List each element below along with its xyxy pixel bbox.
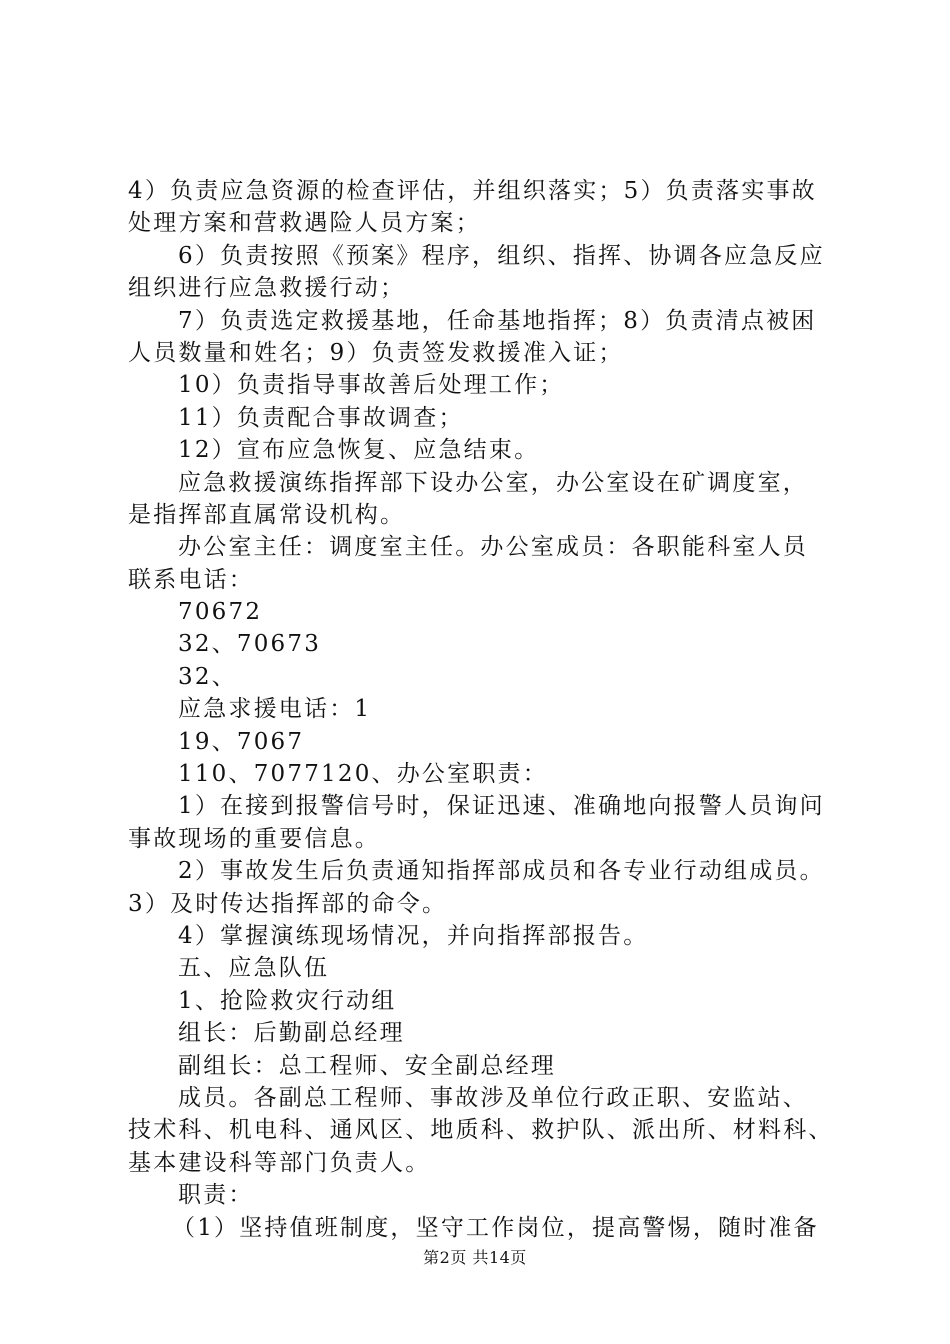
text-line: 处理方案和营救遇险人员方案； [128,210,481,237]
text-line: 11）负责配合事故调查； [178,404,464,431]
text-line: 19、7067 [178,728,305,755]
page-footer [0,1245,950,1268]
text-line: 应急救援演练指挥部下设办公室，办公室设在矿调度室， [178,469,808,496]
page-number: 第2页 共14页 [423,1248,527,1267]
section-heading: 五、应急队伍 [178,955,330,982]
text-line: 办公室主任：调度室主任。办公室成员：各职能科室人员 [178,534,808,561]
text-line: （1）坚持值班制度，坚守工作岗位，提高警惕，随时准备 [172,1214,819,1241]
text-line: 2）事故发生后负责通知指挥部成员和各专业行动组成员。 [178,858,825,885]
text-line: 基本建设科等部门负责人。 [128,1149,431,1176]
subsection-heading: 1、抢险救灾行动组 [178,987,397,1014]
text-line: 4）掌握演练现场情况，并向指挥部报告。 [178,922,649,949]
text-line: 事故现场的重要信息。 [128,825,380,852]
text-line: 32、 [178,663,237,690]
text-line: 应急求援电话：1 [178,696,372,723]
text-line: 技术科、机电科、通风区、地质科、救护队、派出所、材料科、 [128,1117,834,1144]
text-line: 是指挥部直属常设机构。 [128,501,406,528]
text-line: 职责： [178,1182,254,1209]
text-line: 4）负责应急资源的检查评估，并组织落实；5）负责落实事故 [128,178,817,204]
text-line: 3）及时传达指挥部的命令。 [128,890,448,917]
text-line: 成员。各副总工程师、事故涉及单位行政正职、安监站、 [178,1084,808,1111]
text-line: 组长：后勤副总经理 [178,1020,405,1047]
text-line: 10）负责指导事故善后处理工作； [178,372,565,399]
text-line: 7）负责选定救援基地，任命基地指挥；8）负责清点被困 [178,307,817,334]
text-line: 32、70673 [178,631,322,658]
text-line: 联系电话： [128,566,254,593]
text-line: 110、7077120、办公室职责： [178,761,548,788]
text-line: 12）宣布应急恢复、应急结束。 [178,437,540,464]
text-line: 6）负责按照《预案》程序，组织、指挥、协调各应急反应 [178,242,825,269]
text-line: 副组长：总工程师、安全副总经理 [178,1052,556,1079]
text-line: 人员数量和姓名；9）负责签发救援准入证； [128,339,624,366]
document-body [128,175,838,1244]
text-line: 1）在接到报警信号时，保证迅速、准确地向报警人员询问 [178,793,825,820]
text-line: 组织进行应急救援行动； [128,275,406,302]
text-line: 70672 [178,599,263,626]
